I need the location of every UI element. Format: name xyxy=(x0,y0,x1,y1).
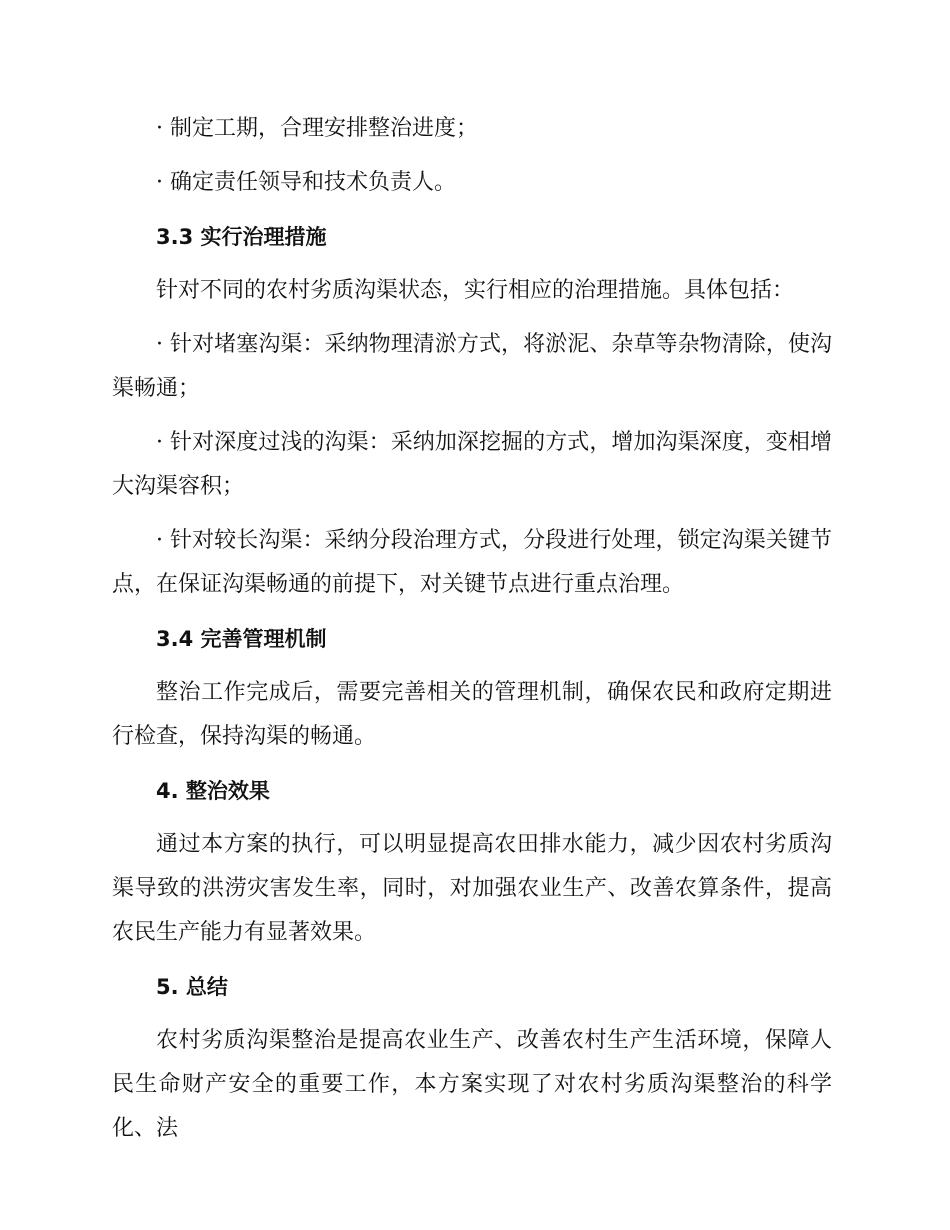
paragraph-effect: 通过本方案的执行，可以明显提高农田排水能力，减少因农村劣质沟渠导致的洪涝灾害发生率，同时，对加强农业生产、改善农算条件，提高农民生产能力有显著效果。 xyxy=(112,832,832,945)
section-heading-3-4: 3.4 完善管理机制 xyxy=(156,627,327,651)
bullet-shallow-ditch: · 针对深度过浅的沟渠：采纳加深挖掘的方式，增加沟渠深度，变相增大沟渠容积； xyxy=(112,430,832,499)
section-heading-4: 4. 整治效果 xyxy=(156,779,270,803)
section-heading-5: 5. 总结 xyxy=(156,975,228,999)
bullet-responsibility: · 确定责任领导和技术负责人。 xyxy=(156,170,456,195)
bullet-schedule: · 制定工期，合理安排整治进度； xyxy=(156,116,478,141)
bullet-blocked-ditch: · 针对堵塞沟渠：采纳物理清淤方式，将淤泥、杂草等杂物清除，使沟渠畅通； xyxy=(112,332,832,401)
paragraph-management: 整治工作完成后，需要完善相关的管理机制，确保农民和政府定期进行检查，保持沟渠的畅通。 xyxy=(112,680,832,749)
document-body xyxy=(112,107,832,1161)
section-heading-3-3: 3.3 实行治理措施 xyxy=(156,225,327,249)
paragraph-summary: 农村劣质沟渠整治是提高农业生产、改善农村生产生活环境，保障人民生命财产安全的重要工作，本方案实现了对农村劣质沟渠整治的科学化、法 xyxy=(112,1028,832,1141)
paragraph-measures-intro: 针对不同的农村劣质沟渠状态，实行相应的治理措施。具体包括： xyxy=(156,278,795,303)
bullet-long-ditch: · 针对较长沟渠：采纳分段治理方式，分段进行处理，锁定沟渠关键节点，在保证沟渠畅通的前提下，对关键节点进行重点治理。 xyxy=(112,528,832,597)
